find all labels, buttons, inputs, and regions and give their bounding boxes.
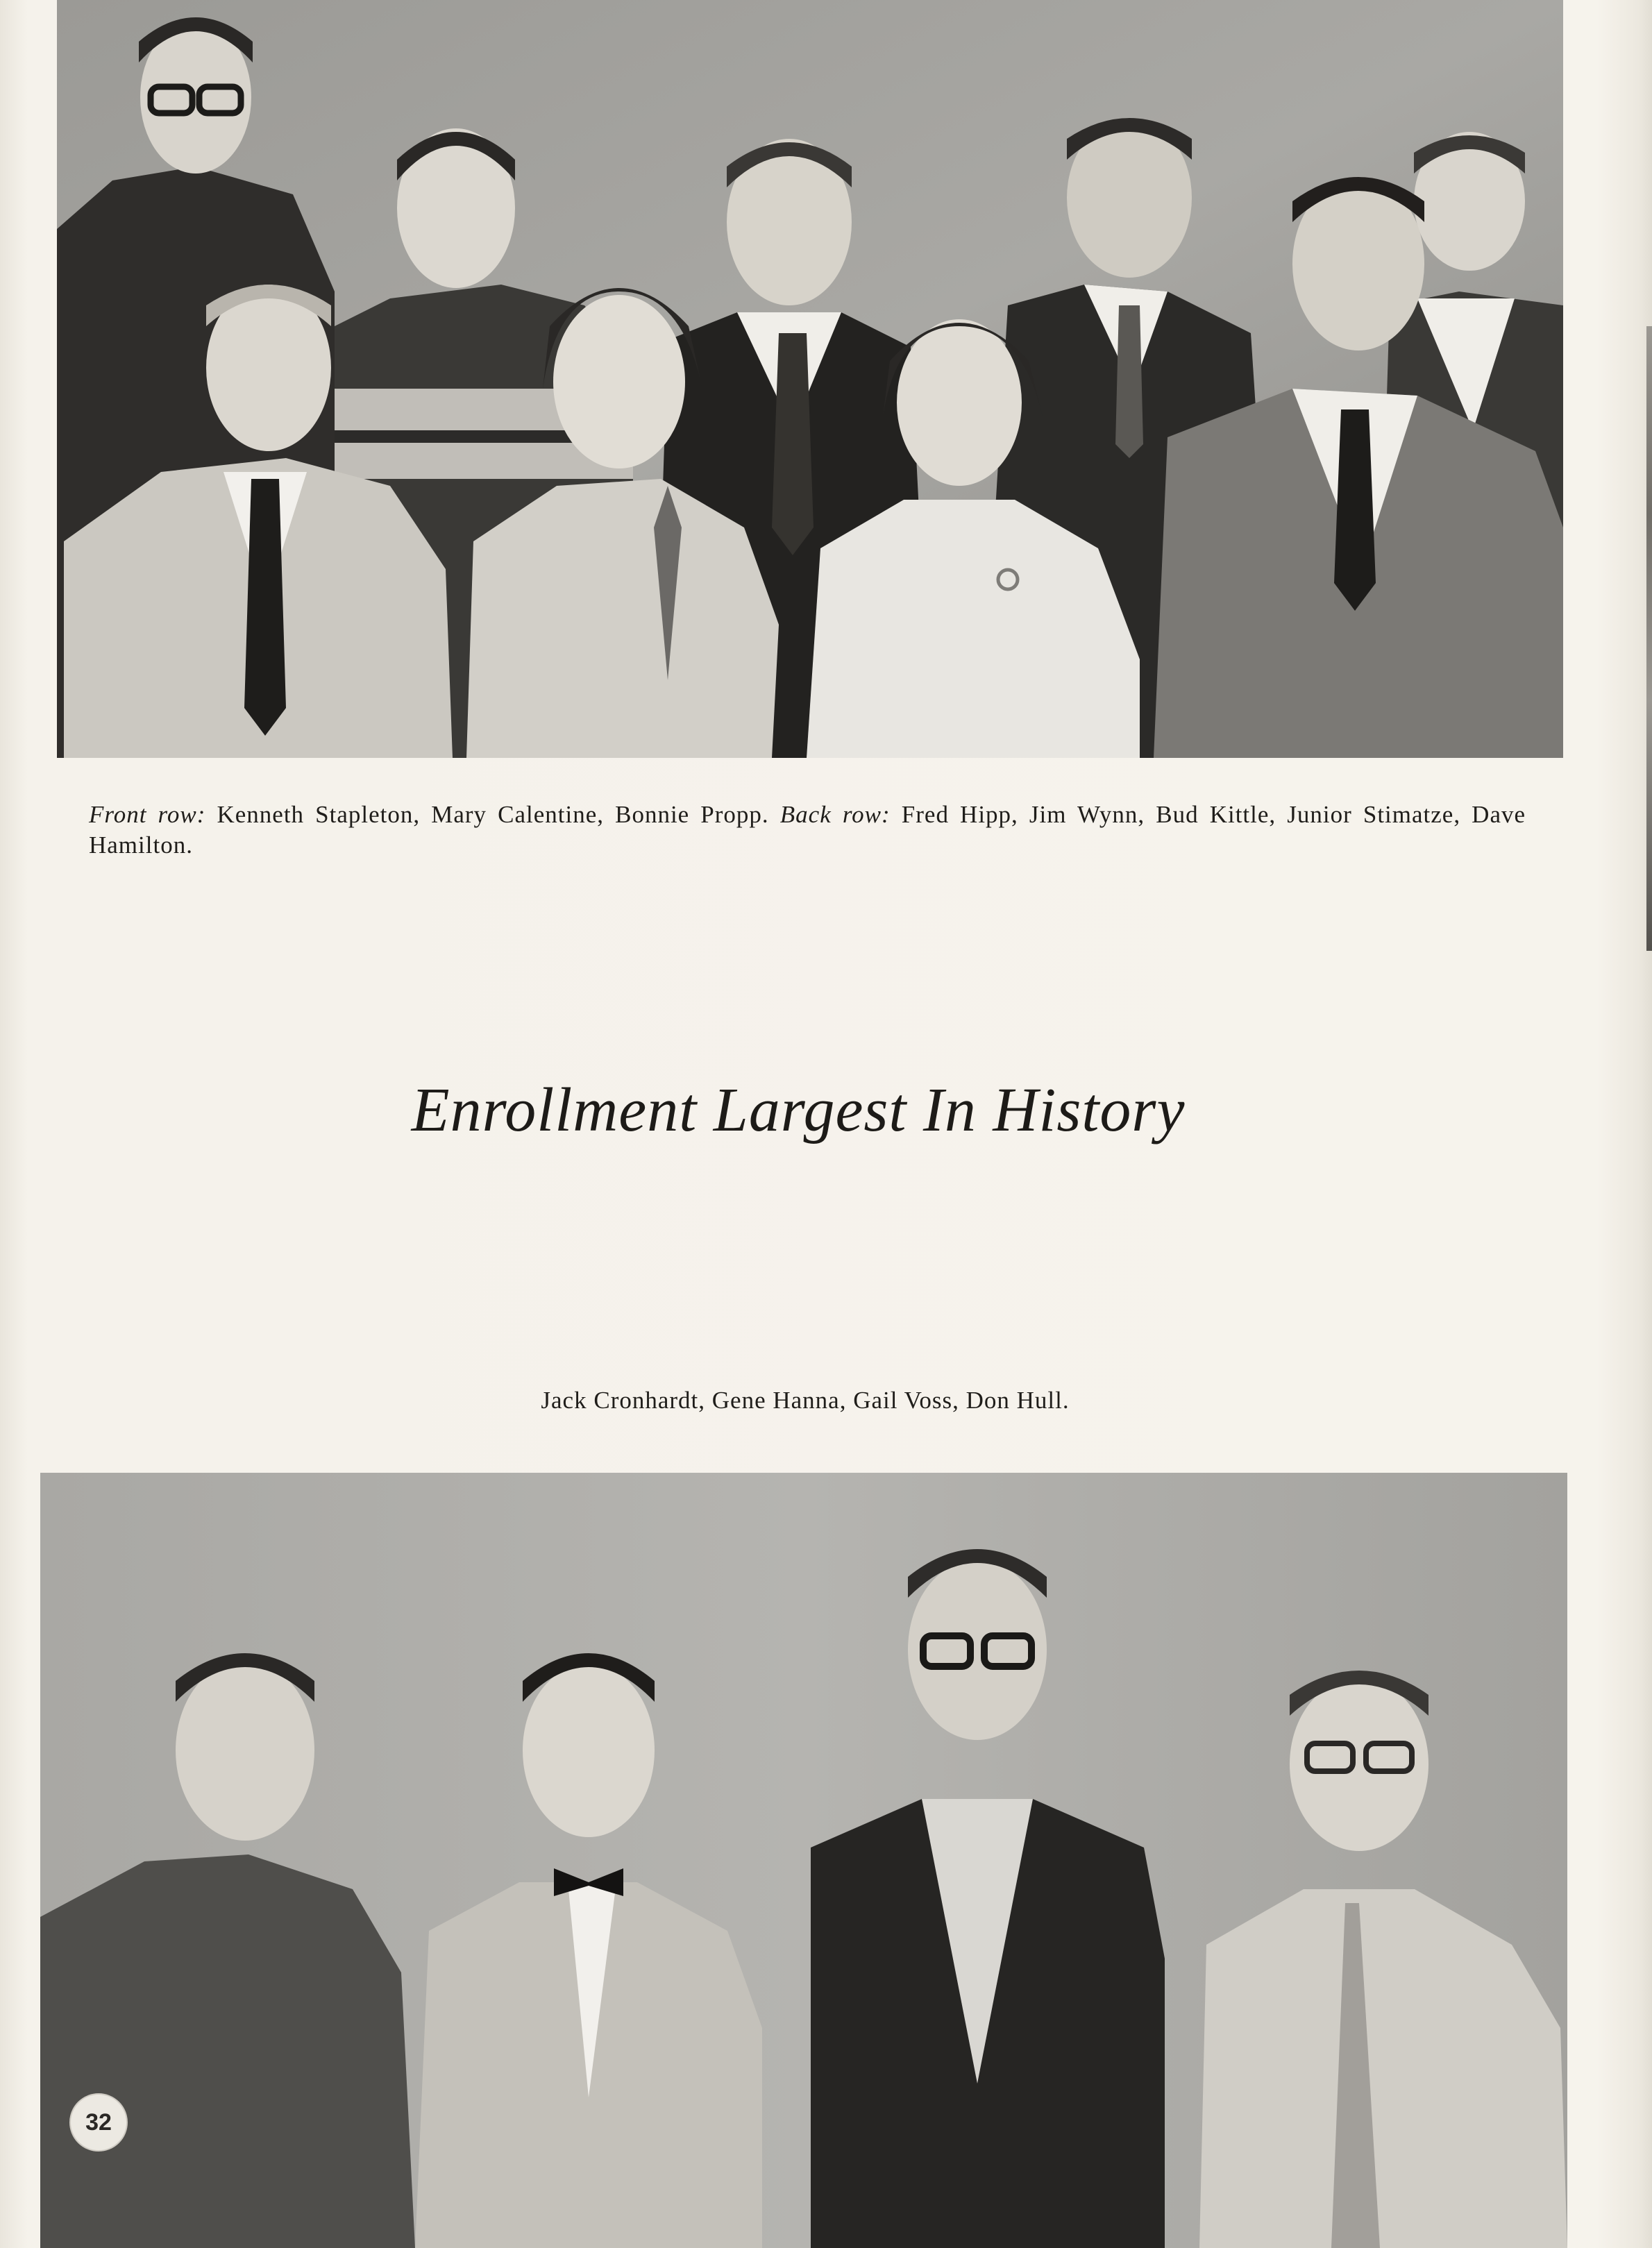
caption-back-label: Back row: [779,801,891,828]
caption-top [89,800,1526,861]
page-number-badge: 32 [69,2093,128,2152]
caption-front-label: Front row: [89,801,206,828]
binding-edge [1646,326,1652,951]
page-headline: Enrollment Largest In History [411,1076,1186,1144]
caption-front-names: Kenneth Stapleton, Mary Calentine, Bonnie Propp. [217,801,769,828]
caption-back-names: Fred Hipp, Jim Wynn, Bud Kittle, Junior Stimatze, Dave Hamilton. [89,801,1526,859]
group-photo-bottom [40,1473,1567,2248]
caption-bottom: Jack Cronhardt, Gene Hanna, Gail Voss, Don Hull. [541,1387,1070,1414]
group-photo-top [57,0,1563,758]
